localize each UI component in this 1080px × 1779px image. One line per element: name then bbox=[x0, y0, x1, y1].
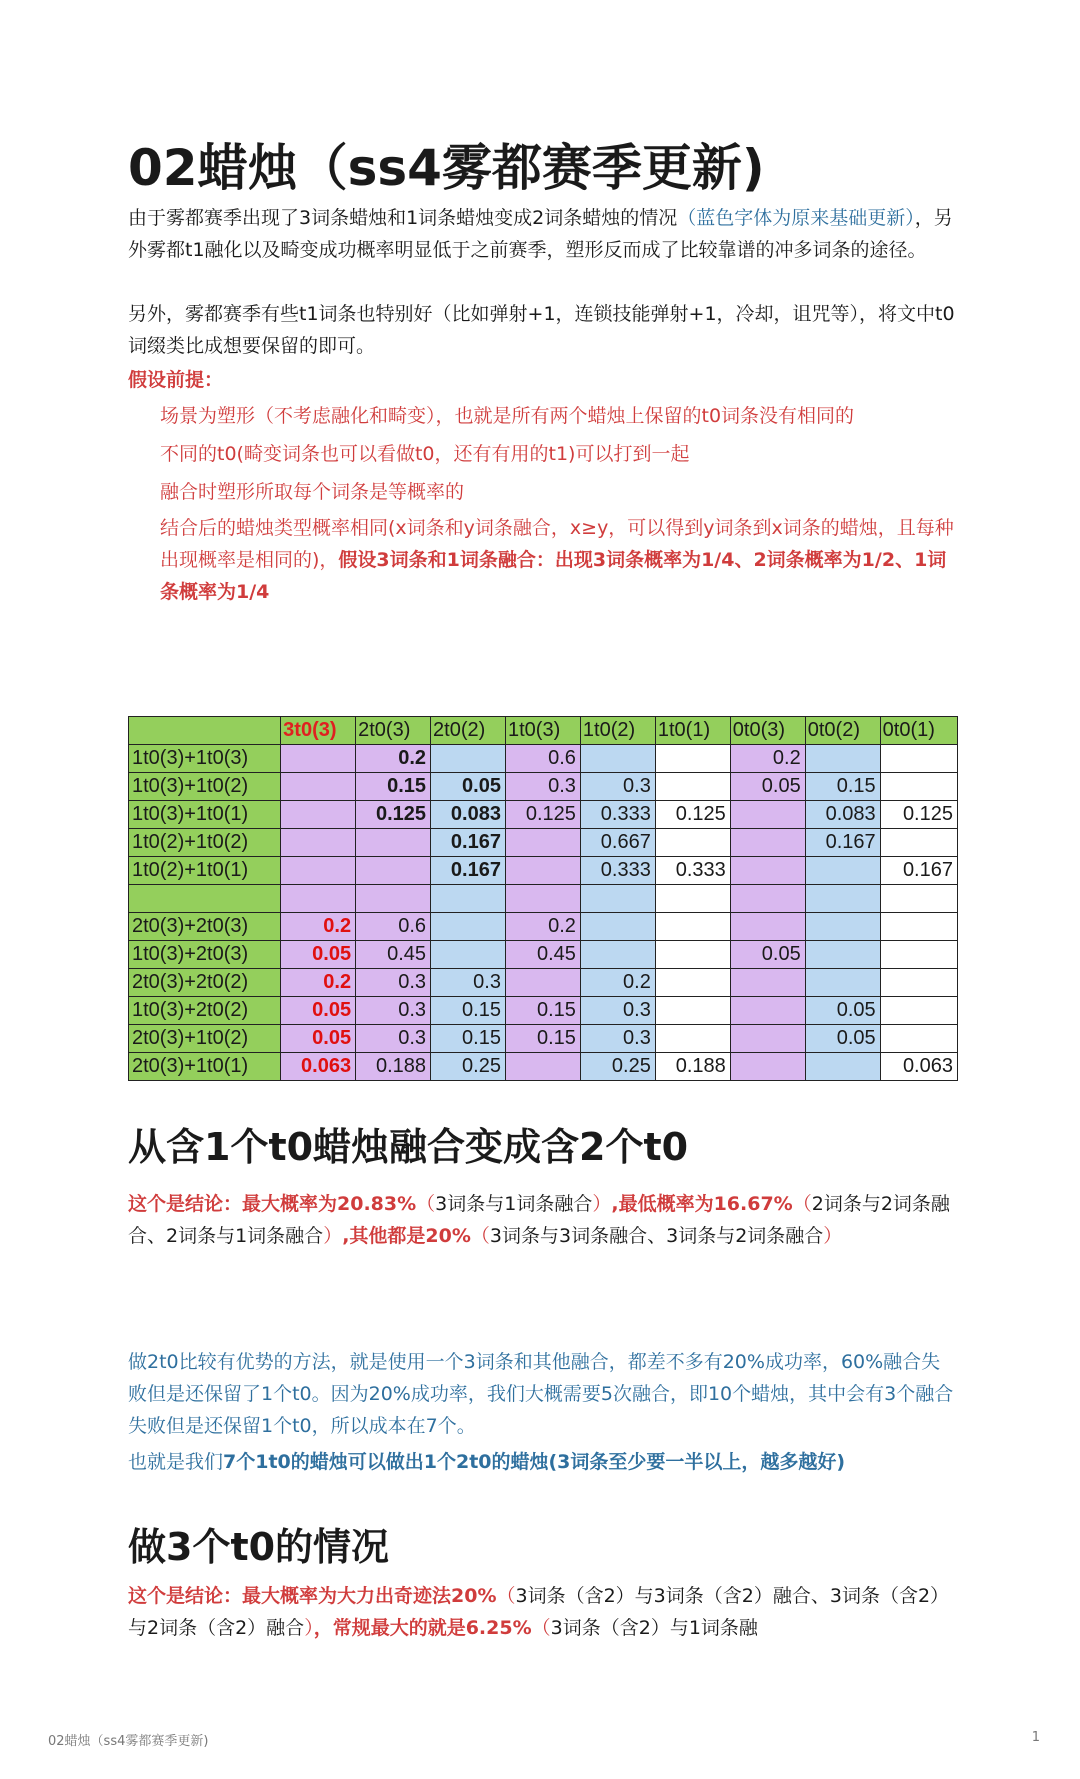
section1-summary bbox=[128, 1446, 958, 1478]
table-cell bbox=[356, 829, 431, 857]
table-cell bbox=[505, 1053, 580, 1081]
table-cell: 0.2 bbox=[730, 745, 805, 773]
intro-text-a: 由于雾都赛季出现了3词条蜡烛和1词条蜡烛变成2词条蜡烛的情况 bbox=[128, 207, 678, 229]
s2-max-note: 3词条（含2）与3词条（含2）融合、3词条（含2）与2词条（含2）融合 bbox=[128, 1585, 950, 1639]
table-cell: 0.188 bbox=[655, 1053, 730, 1081]
s1-paren-close-3: ） bbox=[823, 1225, 843, 1247]
table-cell: 0.2 bbox=[356, 745, 431, 773]
table-cell bbox=[431, 885, 506, 913]
table-row-label: 1t0(3)+2t0(2) bbox=[129, 997, 281, 1025]
s1-other: ,其他都是20% bbox=[342, 1225, 471, 1247]
table-cell bbox=[431, 941, 506, 969]
table-cell bbox=[880, 997, 957, 1025]
table-cell: 0.05 bbox=[805, 1025, 880, 1053]
intro-text-b: ，另外雾都t1融化以及畸变成功概率明显低于之前赛季，塑形反而成了比较靠谱的冲多词条的途径。 bbox=[128, 207, 953, 261]
table-cell bbox=[580, 941, 655, 969]
table-row-label: 1t0(2)+1t0(1) bbox=[129, 857, 281, 885]
table-row bbox=[129, 773, 958, 801]
table-cell: 0.25 bbox=[580, 1053, 655, 1081]
s1-max-note: 3词条与1词条融合 bbox=[435, 1193, 593, 1215]
table-cell bbox=[580, 745, 655, 773]
table-cell: 0.167 bbox=[431, 829, 506, 857]
table-cell: 0.083 bbox=[805, 801, 880, 829]
table-cell: 0.125 bbox=[505, 801, 580, 829]
table-cell: 0.05 bbox=[281, 941, 356, 969]
section1-conclusion bbox=[128, 1188, 958, 1252]
table-cell bbox=[655, 997, 730, 1025]
probability-table bbox=[128, 716, 958, 1081]
table-cell bbox=[281, 745, 356, 773]
table-cell: 0.167 bbox=[880, 857, 957, 885]
table-cell bbox=[880, 885, 957, 913]
table-header-cell: 1t0(1) bbox=[655, 717, 730, 745]
s2-max: 这个是结论：最大概率为大力出奇迹法20% bbox=[128, 1585, 497, 1607]
table-cell bbox=[655, 1025, 730, 1053]
probability-table-wrap bbox=[128, 716, 958, 1098]
table-cell bbox=[281, 829, 356, 857]
table-row-label: 2t0(3)+2t0(3) bbox=[129, 913, 281, 941]
table-cell: 0.063 bbox=[880, 1053, 957, 1081]
table-row-label: 2t0(3)+1t0(2) bbox=[129, 1025, 281, 1053]
table-cell: 0.15 bbox=[431, 1025, 506, 1053]
table-cell: 0.3 bbox=[505, 773, 580, 801]
table-cell bbox=[281, 857, 356, 885]
table-row-label: 2t0(3)+2t0(2) bbox=[129, 969, 281, 997]
table-header-cell: 1t0(2) bbox=[580, 717, 655, 745]
table-cell: 0.05 bbox=[730, 941, 805, 969]
s1-paren-close-1: ） bbox=[592, 1193, 612, 1215]
table-row bbox=[129, 997, 958, 1025]
s1-paren-open-1: （ bbox=[416, 1193, 436, 1215]
table-header-row bbox=[129, 717, 958, 745]
table-cell bbox=[730, 969, 805, 997]
s1-min-note: 2词条与2词条融合、2词条与1词条融合 bbox=[128, 1193, 950, 1247]
table-row bbox=[129, 1053, 958, 1081]
table-cell bbox=[730, 857, 805, 885]
table-header-cell: 1t0(3) bbox=[505, 717, 580, 745]
table-cell: 0.125 bbox=[655, 801, 730, 829]
table-row bbox=[129, 745, 958, 773]
table-cell: 0.05 bbox=[805, 997, 880, 1025]
table-row bbox=[129, 829, 958, 857]
table-cell: 0.333 bbox=[655, 857, 730, 885]
table-cell: 0.6 bbox=[356, 913, 431, 941]
assumption-item-4-text: 结合后的蜡烛类型概率相同(x词条和y词条融合，x≥y，可以得到y词条到x词条的蜡烛，且每种出现概率是相同的)， bbox=[160, 517, 954, 571]
table-cell bbox=[580, 885, 655, 913]
table-cell: 0.125 bbox=[356, 801, 431, 829]
table-cell bbox=[880, 829, 957, 857]
assumption-item-4 bbox=[160, 512, 960, 608]
table-cell bbox=[505, 969, 580, 997]
assumption-item-2: 不同的t0(畸变词条也可以看做t0，还有有用的t1)可以打到一起 bbox=[160, 443, 690, 465]
table-cell bbox=[805, 941, 880, 969]
table-cell: 0.083 bbox=[431, 801, 506, 829]
table-row-label: 1t0(3)+2t0(3) bbox=[129, 941, 281, 969]
page-title: 02蜡烛（ss4雾都赛季更新) bbox=[128, 139, 765, 197]
table-cell: 0.05 bbox=[730, 773, 805, 801]
table-cell bbox=[356, 857, 431, 885]
table-cell: 0.15 bbox=[805, 773, 880, 801]
table-cell bbox=[730, 1025, 805, 1053]
table-cell bbox=[655, 829, 730, 857]
table-cell bbox=[730, 997, 805, 1025]
assumptions-heading: 假设前提： bbox=[128, 369, 224, 391]
intro-paragraph-2: 另外，雾都赛季有些t1词条也特别好（比如弹射+1，连锁技能弹射+1，冷却，诅咒等），将文中t0词缀类比成想要保留的即可。 bbox=[128, 303, 955, 357]
table-cell bbox=[655, 969, 730, 997]
table-cell: 0.333 bbox=[580, 857, 655, 885]
table-cell bbox=[730, 913, 805, 941]
section2-heading: 做3个t0的情况 bbox=[128, 1525, 390, 1569]
table-cell: 0.15 bbox=[505, 997, 580, 1025]
table-row bbox=[129, 969, 958, 997]
table-cell bbox=[505, 857, 580, 885]
table-cell: 0.05 bbox=[431, 773, 506, 801]
footer-title: 02蜡烛（ss4雾都赛季更新) bbox=[48, 1734, 209, 1749]
table-cell bbox=[880, 913, 957, 941]
table-cell: 0.3 bbox=[356, 997, 431, 1025]
table-cell bbox=[805, 745, 880, 773]
table-cell bbox=[655, 773, 730, 801]
table-cell bbox=[805, 1053, 880, 1081]
s1-paren-open-2: （ bbox=[792, 1193, 812, 1215]
table-cell: 0.667 bbox=[580, 829, 655, 857]
table-cell: 0.3 bbox=[580, 1025, 655, 1053]
table-cell: 0.45 bbox=[356, 941, 431, 969]
footer-page-number: 1 bbox=[1031, 1730, 1040, 1745]
table-cell: 0.063 bbox=[281, 1053, 356, 1081]
table-cell: 0.188 bbox=[356, 1053, 431, 1081]
table-cell: 0.3 bbox=[580, 773, 655, 801]
table-header-cell: 0t0(2) bbox=[805, 717, 880, 745]
assumption-item-4-bold: 假设3词条和1词条融合：出现3词条概率为1/4、2词条概率为1/2、1词条概率为1/4 bbox=[160, 549, 947, 603]
table-cell bbox=[880, 941, 957, 969]
table-row bbox=[129, 913, 958, 941]
table-cell bbox=[805, 885, 880, 913]
table-cell: 0.3 bbox=[356, 1025, 431, 1053]
table-cell bbox=[580, 913, 655, 941]
table-cell: 0.05 bbox=[281, 997, 356, 1025]
table-row-label: 1t0(3)+1t0(2) bbox=[129, 773, 281, 801]
table-cell bbox=[281, 885, 356, 913]
table-row-label: 1t0(2)+1t0(2) bbox=[129, 829, 281, 857]
s1-max: 这个是结论：最大概率为20.83% bbox=[128, 1193, 417, 1215]
table-cell bbox=[805, 913, 880, 941]
intro-paragraph-1 bbox=[128, 202, 958, 266]
s1-min: ,最低概率为16.67% bbox=[611, 1193, 793, 1215]
s2-paren-open-1: （ bbox=[496, 1585, 516, 1607]
table-cell bbox=[730, 829, 805, 857]
table-cell: 0.6 bbox=[505, 745, 580, 773]
section1-heading: 从含1个t0蜡烛融合变成含2个t0 bbox=[128, 1125, 689, 1169]
table-cell bbox=[730, 885, 805, 913]
table-cell bbox=[880, 773, 957, 801]
table-header-cell: 3t0(3) bbox=[281, 717, 356, 745]
table-cell bbox=[431, 745, 506, 773]
table-row bbox=[129, 857, 958, 885]
table-cell: 0.2 bbox=[580, 969, 655, 997]
table-header-cell: 2t0(2) bbox=[431, 717, 506, 745]
table-cell bbox=[281, 773, 356, 801]
s1-paren-close-2: ） bbox=[323, 1225, 343, 1247]
table-cell: 0.2 bbox=[281, 913, 356, 941]
table-row bbox=[129, 941, 958, 969]
table-cell: 0.15 bbox=[356, 773, 431, 801]
table-cell: 0.2 bbox=[281, 969, 356, 997]
assumption-item-3: 融合时塑形所取每个词条是等概率的 bbox=[160, 481, 465, 503]
table-cell bbox=[655, 941, 730, 969]
table-cell bbox=[805, 969, 880, 997]
table-cell bbox=[730, 801, 805, 829]
table-cell: 0.15 bbox=[431, 997, 506, 1025]
s2-paren-open-2: （ bbox=[531, 1617, 551, 1639]
table-cell bbox=[880, 969, 957, 997]
table-cell: 0.333 bbox=[580, 801, 655, 829]
table-cell bbox=[730, 1053, 805, 1081]
section2-conclusion bbox=[128, 1580, 958, 1644]
table-row bbox=[129, 801, 958, 829]
table-row-label: 1t0(3)+1t0(3) bbox=[129, 745, 281, 773]
table-cell: 0.25 bbox=[431, 1053, 506, 1081]
table-cell bbox=[655, 885, 730, 913]
s1-other-note: 3词条与3词条融合、3词条与2词条融合 bbox=[489, 1225, 824, 1247]
table-cell bbox=[655, 913, 730, 941]
table-cell bbox=[805, 857, 880, 885]
s2-regular: ，常规最大的就是6.25% bbox=[313, 1617, 532, 1639]
s1-paren-open-3: （ bbox=[470, 1225, 490, 1247]
table-cell: 0.2 bbox=[505, 913, 580, 941]
table-header-cell: 0t0(3) bbox=[730, 717, 805, 745]
intro-blue-note: （蓝色字体为原来基础更新） bbox=[677, 207, 915, 229]
table-header-cell bbox=[129, 717, 281, 745]
table-cell bbox=[281, 801, 356, 829]
table-cell: 0.167 bbox=[431, 857, 506, 885]
table-header-cell: 0t0(1) bbox=[880, 717, 957, 745]
s1-summary-bold: 7个1t0的蜡烛可以做出1个2t0的蜡烛(3词条至少要一半以上，越多越好) bbox=[223, 1451, 846, 1473]
table-row-label bbox=[129, 885, 281, 913]
table-cell bbox=[356, 885, 431, 913]
s1-summary-text: 也就是我们 bbox=[128, 1451, 224, 1473]
table-cell: 0.3 bbox=[431, 969, 506, 997]
table-cell: 0.3 bbox=[580, 997, 655, 1025]
table-cell: 0.45 bbox=[505, 941, 580, 969]
table-cell bbox=[880, 745, 957, 773]
table-row-label: 2t0(3)+1t0(1) bbox=[129, 1053, 281, 1081]
s2-regular-note: 3词条（含2）与1词条融 bbox=[550, 1617, 758, 1639]
table-spacer-row bbox=[129, 885, 958, 913]
table-cell: 0.15 bbox=[505, 1025, 580, 1053]
table-cell bbox=[505, 885, 580, 913]
table-cell: 0.167 bbox=[805, 829, 880, 857]
s2-paren-close-1: ） bbox=[304, 1617, 314, 1639]
section1-method: 做2t0比较有优势的方法，就是使用一个3词条和其他融合，都差不多有20%成功率，60%融合失败但是还保留了1个t0。因为20%成功率，我们大概需要5次融合，即10个蜡烛，其中会有3个融合失败但是还保留1个t0，所以成本在7个。 bbox=[128, 1351, 954, 1437]
table-cell bbox=[431, 913, 506, 941]
table-cell: 0.3 bbox=[356, 969, 431, 997]
table-cell: 0.125 bbox=[880, 801, 957, 829]
table-cell: 0.05 bbox=[281, 1025, 356, 1053]
assumption-item-1: 场景为塑形（不考虑融化和畸变），也就是所有两个蜡烛上保留的t0词条没有相同的 bbox=[160, 405, 855, 427]
table-row-label: 1t0(3)+1t0(1) bbox=[129, 801, 281, 829]
table-cell bbox=[880, 1025, 957, 1053]
table-cell bbox=[655, 745, 730, 773]
table-header-cell: 2t0(3) bbox=[356, 717, 431, 745]
table-row bbox=[129, 1025, 958, 1053]
table-cell bbox=[505, 829, 580, 857]
